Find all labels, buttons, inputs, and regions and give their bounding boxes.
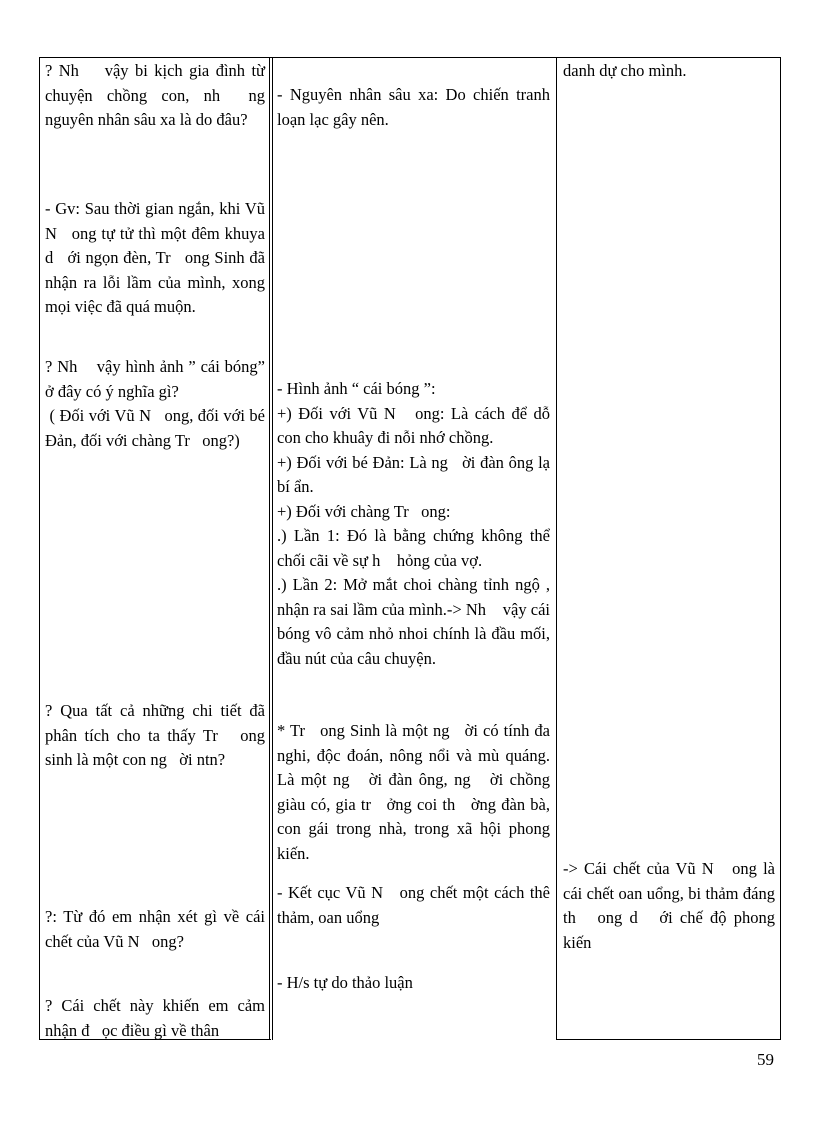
question-root-cause: ? Nh vậy bi kịch gia đình từ chuyện chồng con, nh ng nguyên nhân sâu xa là do đâu? [45, 61, 270, 129]
teacher-questions-column [45, 59, 270, 1040]
answers-column [277, 59, 555, 1039]
teacher-note: - Gv: Sau thời gian ngắn, khi Vũ N ong tự tử thì một đêm khuya d ới ngọn đèn, Tr ong Sinh đã nhận ra lỗi lầm của mình, xong mọi việc đã quá muộn. [45, 199, 270, 316]
question-shadow-meaning: ? Nh vậy hình ảnh ” cái bóng” ở đây có ý nghĩa gì? ( Đối với Vũ N ong, đối với bé Đản, đối với chàng Tr ong?) [45, 357, 265, 450]
conclusion-honor: danh dự cho mình. [563, 61, 687, 80]
question-death-comment: ?: Từ đó em nhận xét gì về cái chết của Vũ N ong? [45, 907, 270, 951]
conclusion-death: -> Cái chết của Vũ N ong là cái chết oan uổng, bi thảm đáng th ong d ới chế độ phong kiến [563, 859, 780, 952]
answer-discussion: - H/s tự do thảo luận [277, 973, 413, 992]
lesson-table [39, 57, 781, 1040]
answer-root-cause: - Nguyên nhân sâu xa: Do chiến tranh loạn lạc gây nên. [277, 85, 555, 129]
conclusion-column [563, 59, 780, 1039]
answer-death-outcome: - Kết cục Vũ N ong chết một cách thê thảm, oan uổng [277, 883, 555, 927]
table-top-border [39, 57, 781, 58]
question-feeling: ? Cái chết này khiến em cảm nhận đ ọc điều gì về thân [45, 996, 270, 1040]
question-truong-sinh-character: ? Qua tất cả những chi tiết đã phân tích cho ta thấy Tr ong sinh là một con ng ời ntn? [45, 701, 270, 769]
table-left-border [39, 57, 40, 1040]
column-divider [556, 57, 557, 1040]
column-divider [269, 57, 270, 1040]
page-number: 59 [757, 1050, 774, 1069]
col3-bottom-border [556, 1039, 781, 1040]
column-divider-double [272, 57, 273, 1040]
table-right-border [780, 57, 781, 1040]
answer-truong-sinh-character: * Tr ong Sinh là một ng ời có tính đa nghi, độc đoán, nông nổi và mù quáng. Là một ng ời đàn ông, ng ời chồng giàu có, gia tr ởng coi th ờng đàn bà, con gái trong nhà, trong xã hội phong kiến. [277, 721, 555, 863]
answer-shadow-meaning: - Hình ảnh “ cái bóng ”: +) Đối với Vũ N ong: Là cách để dỗ con cho khuây đi nỗi nhớ chồng. +) Đối với bé Đản: Là ng ời đàn ông lạ bí ẩn. +) Đối với chàng Tr ong: .) Lần 1: Đó là bằng chứng không thể chối cãi về sự h hỏng của vợ. .) Lần 2: Mở mắt choi chàng tỉnh ngộ , nhận ra sai lầm của mình.-> Nh vậy cái bóng vô cảm nhỏ nhoi chính là đầu mối, đầu nút của câu chuyện. [277, 379, 550, 668]
